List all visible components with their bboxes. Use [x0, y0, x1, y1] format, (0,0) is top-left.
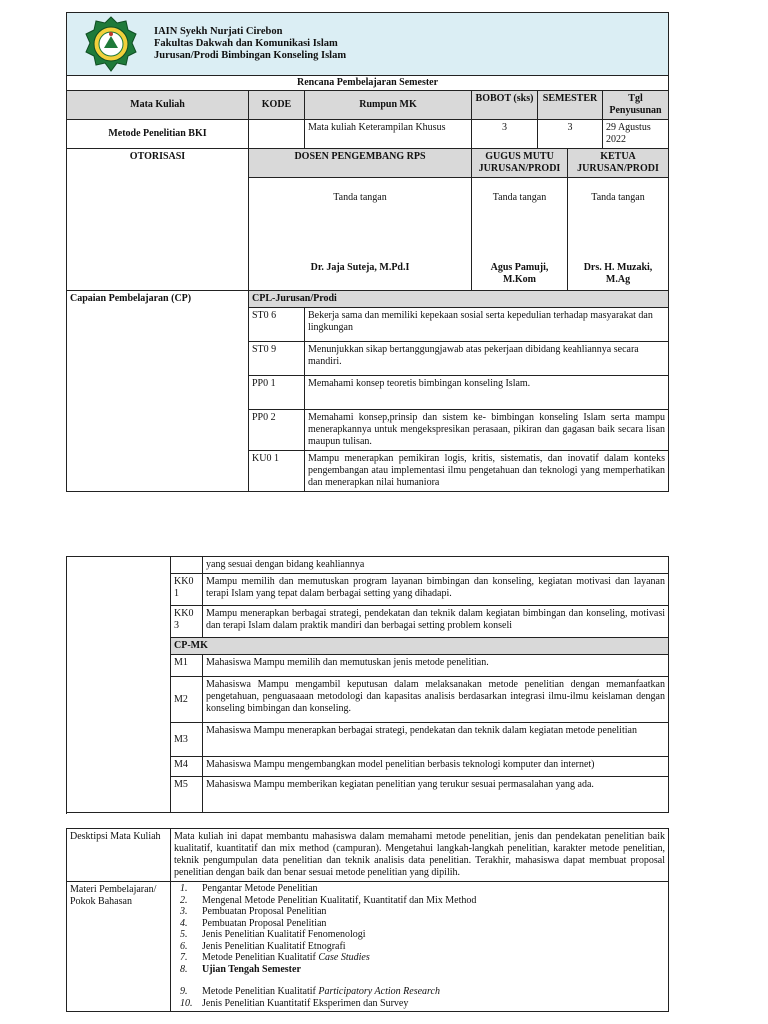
- materi-item: [174, 918, 665, 930]
- cpmk-text: Mahasiswa Mampu mengembangkan model penelitian berbasis teknologi komputer dan internet): [203, 757, 669, 777]
- course-tgl: 29 Agustus 2022: [603, 120, 669, 149]
- col-semester: SEMESTER: [538, 91, 603, 120]
- sign-label: Tanda tangan: [333, 192, 387, 203]
- materi-number: 5.: [180, 929, 188, 940]
- kk-code: KK0 3: [171, 606, 203, 638]
- cpmk-code: M2: [171, 677, 203, 723]
- cpl-text: Memahami konsep,prinsip dan sistem ke- bimbingan konseling Islam serta mampu menerapkannya untuk mengekspresikan perasaan, pikiran dan gagasan baik secara lisan maupun tulisan.: [305, 410, 669, 451]
- cpl-header: CPL-Jurusan/Prodi: [249, 291, 669, 308]
- institution-header: [67, 13, 669, 76]
- cpl-text: Bekerja sama dan memiliki kepekaan sosial serta kepedulian terhadap masyarakat dan lingkungan: [305, 308, 669, 342]
- deskripsi-label-cell: Desktipsi Mata Kuliah: [67, 829, 171, 882]
- cpmk-code: M5: [171, 777, 203, 813]
- cpl-text: Memahami konsep teoretis bimbingan konseling Islam.: [305, 376, 669, 410]
- materi-number: 8.: [180, 963, 188, 975]
- materi-label: Materi Pembelajaran/ Pokok Bahasan: [67, 882, 171, 1012]
- sign-label: Tanda tangan: [591, 192, 645, 203]
- cpmk-text: Mahasiswa Mampu mengambil keputusan dalam melaksanakan metode penelitian dengan memanfaatkan pengetahuan, penguasaaan metodologi dan kapasitas analisis berdasarkan integrasi ilmu-ilmu keislaman dengan konseling bimbingan dan konseling.: [203, 677, 669, 723]
- materi-number: 6.: [180, 940, 188, 952]
- materi-text: Metode Penelitian Kualitatif Participatory Action Research: [202, 986, 440, 997]
- materi-text: Jenis Penelitian Kualitatif Fenomenologi: [202, 929, 366, 940]
- rps-header-table: [66, 12, 669, 492]
- cpl-text: Mampu menerapkan pemikiran logis, kritis, sistematis, dan inovatif dalam konteks pengembangan atau implementasi ilmu pengetahuan dan teknologi yang memperhatikan dan menerapkan nilai humaniora: [305, 451, 669, 492]
- course-code: [249, 120, 305, 149]
- materi-list: [174, 883, 665, 1009]
- col-kode: KODE: [249, 91, 305, 120]
- materi-item: [174, 941, 665, 953]
- course-semester: 3: [538, 120, 603, 149]
- program-name: Jurusan/Prodi Bimbingan Konseling Islam: [154, 50, 347, 61]
- col-mata-kuliah: Mata Kuliah: [67, 91, 249, 120]
- cpmk-header: CP-MK: [171, 638, 669, 655]
- kk-text: Mampu menerapkan berbagai strategi, pendekatan dan teknik dalam kegiatan bimbingan dan konseling, motivasi dan terapi Islam dalam praktik mandiri dan berbagai setting problem konseli: [203, 606, 669, 638]
- cpl-text-continued: yang sesuai dengan bidang keahliannya: [203, 557, 669, 574]
- cpmk-text: Mahasiswa Mampu memilih dan memutuskan jenis metode penelitian.: [203, 655, 669, 677]
- materi-italic: Participatory Action Research: [318, 986, 440, 997]
- signer-name: Agus Pamuji, M.Kom: [490, 262, 549, 285]
- materi-item: [174, 964, 665, 976]
- materi-text: Pembuatan Proposal Penelitian: [202, 917, 327, 929]
- cpmk-text: Mahasiswa Mampu memberikan kegiatan penelitian yang terukur sesuai permasalahan yang ada.: [203, 777, 669, 813]
- otorisasi-ketua-title: KETUA JURUSAN/PRODI: [568, 149, 669, 178]
- materi-number: 9.: [180, 986, 188, 997]
- otorisasi-dosen-title: DOSEN PENGEMBANG RPS: [249, 149, 472, 178]
- materi-number: 4.: [180, 917, 188, 929]
- iain-logo-icon: [80, 15, 142, 73]
- signature-dosen: [249, 178, 472, 291]
- materi-text: Ujian Tengah Semester: [202, 963, 301, 975]
- materi-text: Pembuatan Proposal Penelitian: [202, 906, 327, 917]
- kk-code: KK0 1: [171, 574, 203, 606]
- cpmk-text: Mahasiswa Mampu menerapkan berbagai strategi, pendekatan dan teknik dalam kegiatan metode penelitian: [203, 723, 669, 757]
- materi-number: 2.: [180, 894, 188, 906]
- cp-continued-label: [67, 557, 171, 813]
- kk-text: Mampu memilih dan memutuskan program layanan bimbingan dan konseling, kegiatan motivasi dan layanan terapi Islam yang tepat dalam berbagai setting yang dihadapi.: [203, 574, 669, 606]
- materi-text: Pengantar Metode Penelitian: [202, 883, 318, 894]
- materi-item: [174, 952, 665, 964]
- materi-number: 7.: [180, 952, 188, 963]
- materi-text: Mengenal Metode Penelitian Kualitatif, Kuantitatif dan Mix Method: [202, 894, 477, 906]
- rps-description-table: [66, 828, 669, 1012]
- cpl-code: PP0 2: [249, 410, 305, 451]
- signature-gugus: [472, 178, 568, 291]
- signature-ketua: [568, 178, 669, 291]
- materi-item: [174, 895, 665, 907]
- doc-title: Rencana Pembelajaran Semester: [67, 76, 669, 91]
- course-bobot: 3: [472, 120, 538, 149]
- cpl-code: KU0 1: [249, 451, 305, 492]
- rps-content-table: [66, 556, 669, 813]
- cpmk-code: M3: [171, 723, 203, 757]
- materi-text: Jenis Penelitian Kuantitatif Eksperimen dan Survey: [202, 997, 409, 1009]
- materi-number: 1.: [180, 883, 188, 894]
- cpmk-code: M1: [171, 655, 203, 677]
- col-rumpun: Rumpun MK: [305, 91, 472, 120]
- materi-italic: Case Studies: [318, 952, 370, 963]
- institution-name: IAIN Syekh Nurjati Cirebon: [154, 26, 283, 37]
- materi-text: Metode Penelitian Kualitatif Case Studies: [202, 952, 370, 963]
- faculty-name: Fakultas Dakwah dan Komunikasi Islam: [154, 38, 338, 49]
- materi-number: 3.: [180, 906, 188, 917]
- course-rumpun: Mata kuliah Keterampilan Khusus: [305, 120, 472, 149]
- materi-item: [174, 906, 665, 918]
- sign-label: Tanda tangan: [492, 192, 547, 203]
- cpl-code: PP0 1: [249, 376, 305, 410]
- cpmk-code: M4: [171, 757, 203, 777]
- otorisasi-gugus-title: GUGUS MUTU JURUSAN/PRODI: [472, 149, 568, 178]
- materi-item: [174, 998, 665, 1010]
- cpl-code: [171, 557, 203, 574]
- materi-item: [174, 883, 665, 895]
- materi-item: [174, 986, 665, 998]
- course-name: Metode Penelitian BKI: [67, 120, 249, 149]
- materi-cell: [171, 882, 669, 1012]
- cpl-code: ST0 9: [249, 342, 305, 376]
- materi-text: Jenis Penelitian Kualitatif Etnografi: [202, 940, 346, 952]
- materi-item: [174, 929, 665, 941]
- signer-name: Drs. H. Muzaki, M.Ag: [583, 262, 653, 285]
- cpl-code: ST0 6: [249, 308, 305, 342]
- materi-number: 10.: [180, 997, 193, 1009]
- signer-name: Dr. Jaja Suteja, M.Pd.I: [310, 262, 410, 273]
- col-bobot: BOBOT (sks): [472, 91, 538, 120]
- otorisasi-label: OTORISASI: [67, 149, 249, 291]
- deskripsi-text: Mata kuliah ini dapat membantu mahasiswa dalam memahami metode penelitian, jenis dan pendekatan penelitian baik kualitatif, kuantitatif dan mix method (campuran). Mengetahui langkah-langkah penelitian, karakter metode penelitian, teknik pengumpulan data penelitian dan teknik analisis data penelitian. Terakhir, mahasiswa dapat membuat proposal penelitian dengan baik dan benar sesuai metode penelitian yang dipilih.: [171, 829, 669, 882]
- cpl-text: Menunjukkan sikap bertanggungjawab atas pekerjaan dibidang keahliannya secara mandiri.: [305, 342, 669, 376]
- col-tgl: Tgl Penyusunan: [603, 91, 669, 120]
- cp-label: Capaian Pembelajaran (CP): [67, 291, 249, 492]
